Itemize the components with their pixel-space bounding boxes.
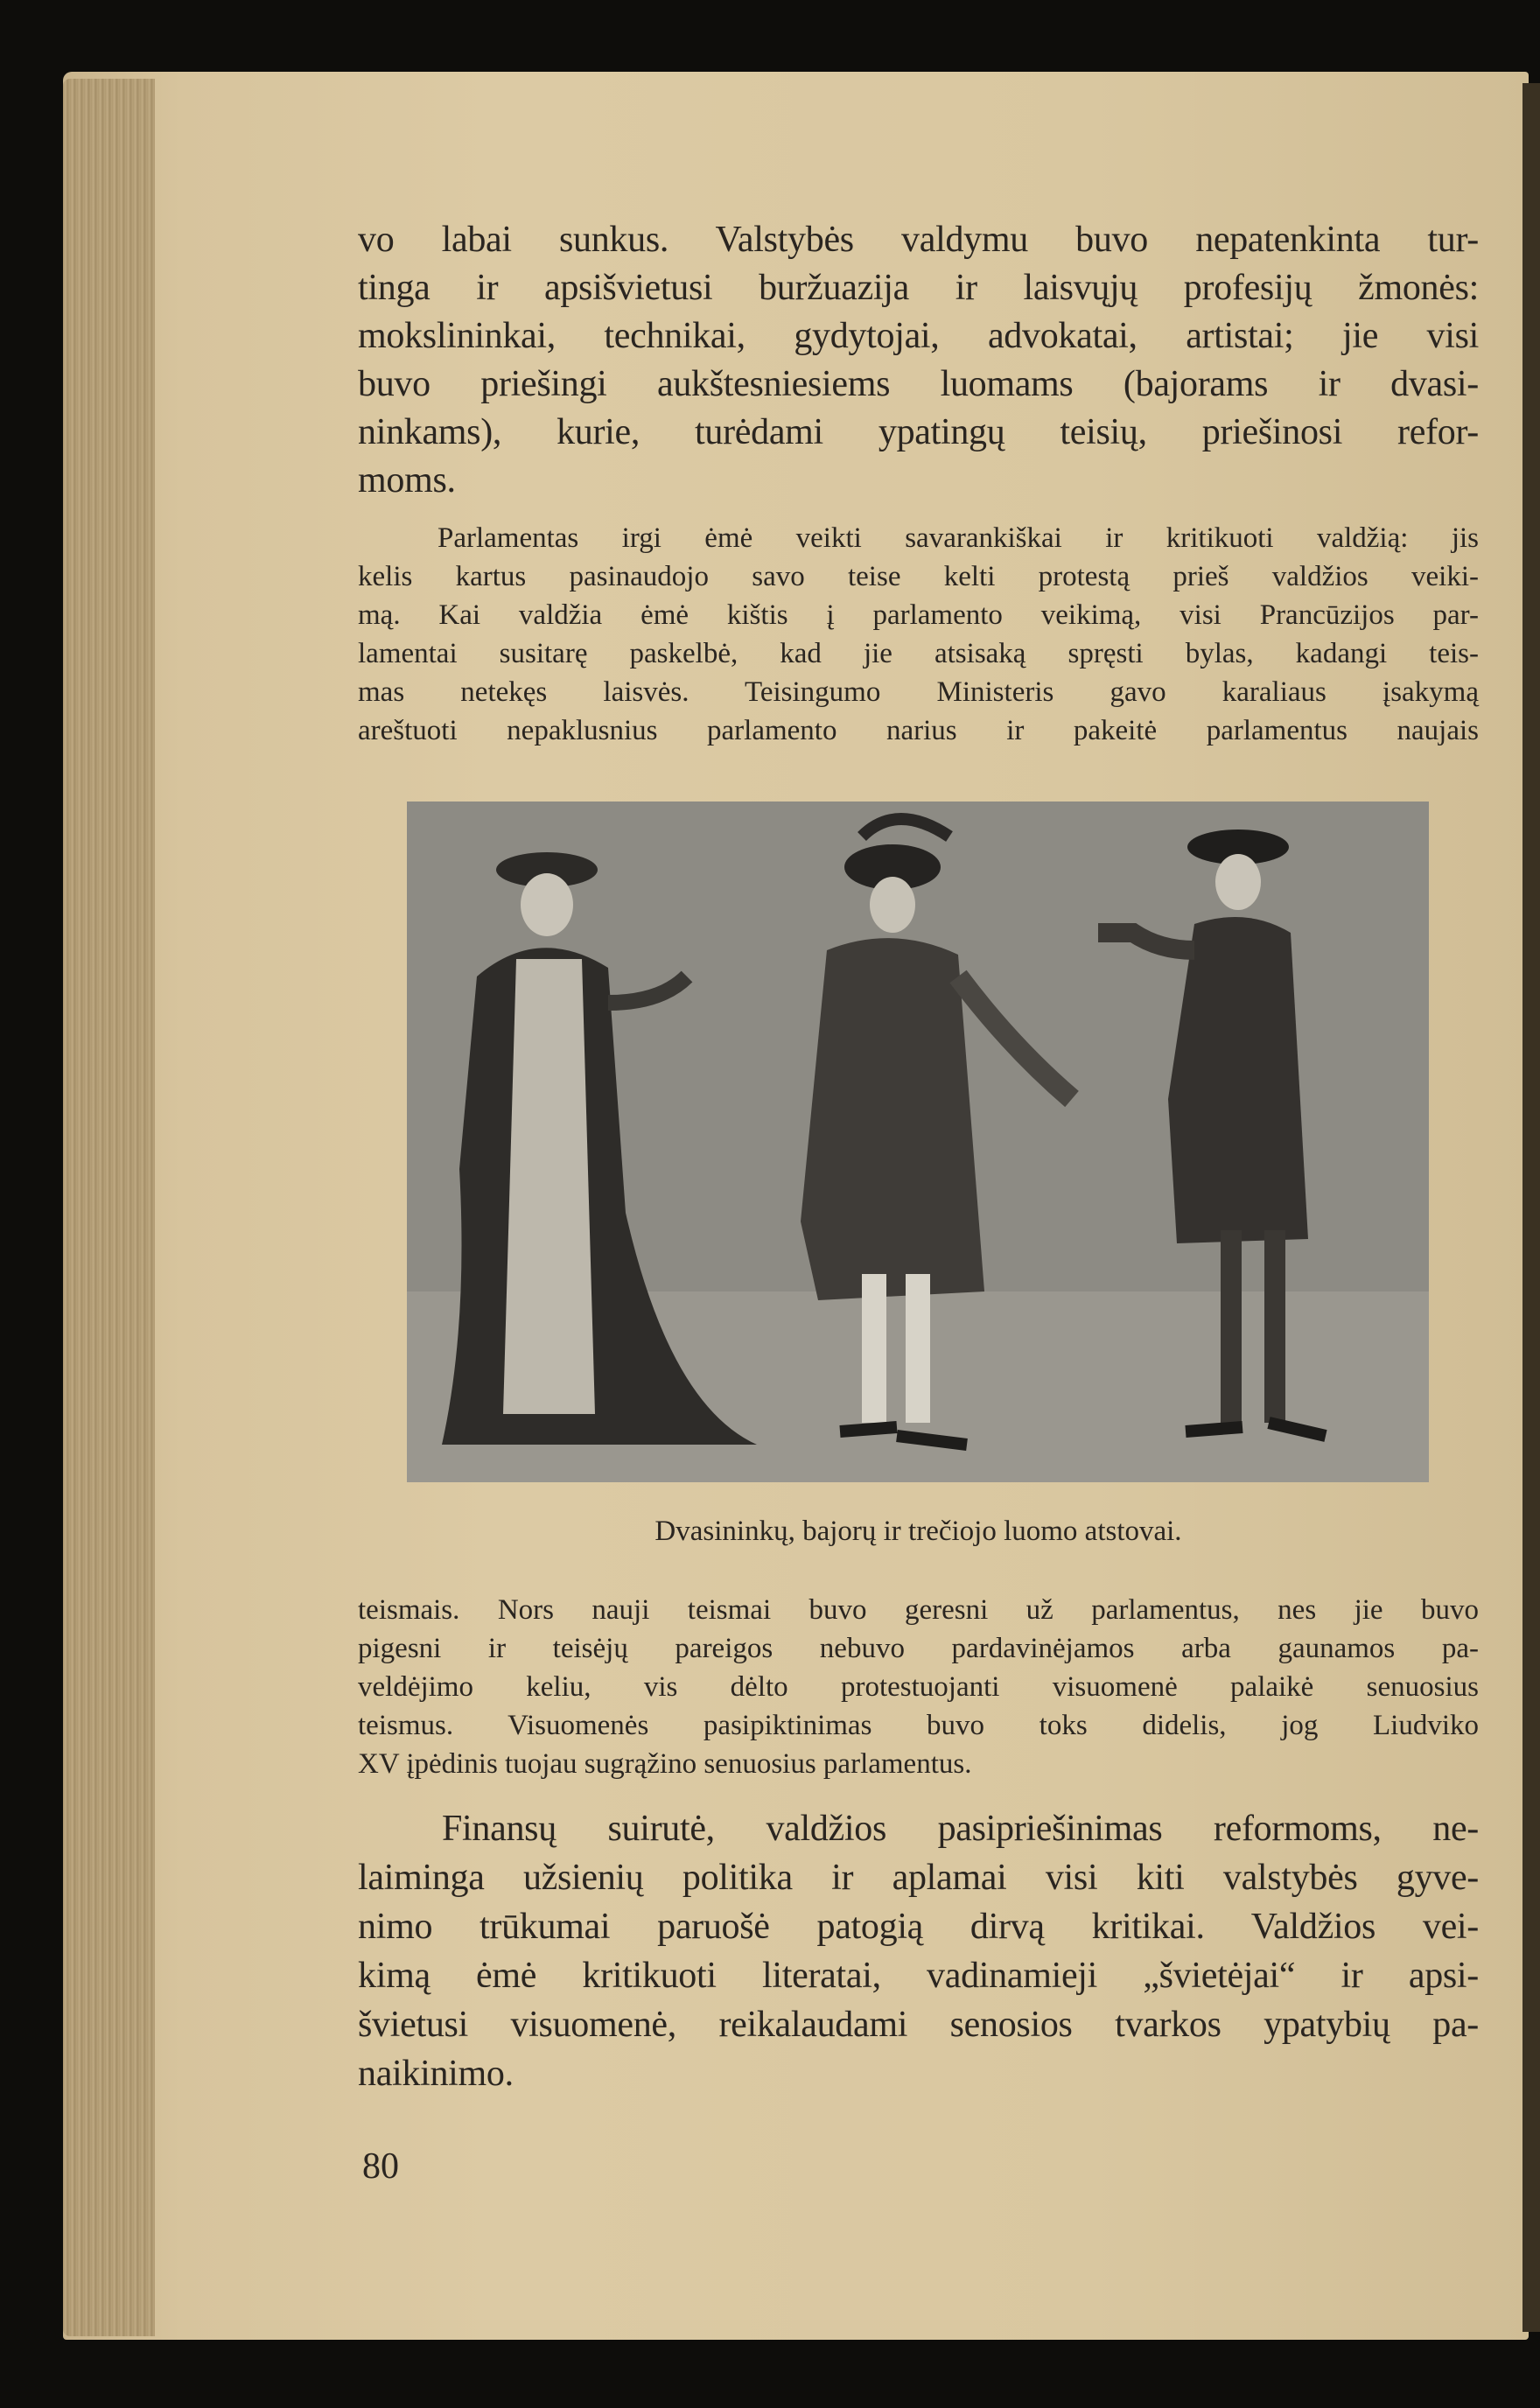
text-line: Parlamentas irgi ėmė veikti savarankiškai ir kritikuoti valdžią: jis — [438, 522, 1479, 554]
text-line: nimo trūkumai paruošė patogią dirvą kritikai. Valdžios vei- — [358, 1907, 1479, 1947]
page-edges — [63, 79, 155, 2336]
text-line: teismus. Visuomenės pasipiktinimas buvo toks didelis, jog Liudviko — [358, 1710, 1479, 1741]
text-line: kimą ėmė kritikuoti literatai, vadinamieji „švietėjai“ ir apsi- — [358, 1956, 1479, 1996]
text-line: mą. Kai valdžia ėmė kištis į parlamento veikimą, visi Prancūzijos par- — [358, 599, 1479, 631]
text-line: naikinimo. — [358, 2054, 514, 2094]
text-line: veldėjimo keliu, vis dėlto protestuojanti visuomenė palaikė senuosius — [358, 1671, 1479, 1703]
text-line: Finansų suirutė, valdžios pasipriešinimas reformoms, ne- — [442, 1809, 1479, 1849]
text-line: kelis kartus pasinaudojo savo teise kelti protestą prieš valdžios veiki- — [358, 561, 1479, 592]
text-line: tinga ir apsišvietusi buržuazija ir laisvųjų profesijų žmonės: — [358, 268, 1479, 308]
text-line: areštuoti nepaklusnius parlamento narius ir pakeitė parlamentus naujais — [358, 715, 1479, 746]
illustration-three-estates — [407, 802, 1429, 1482]
figure-caption: Dvasininkų, bajorų ir trečiojo luomo atstovai. — [654, 1516, 1182, 1547]
page-number: 80 — [362, 2146, 399, 2187]
illustration-figures — [407, 802, 1429, 1482]
text-line: pigesni ir teisėjų pareigos nebuvo pardavinėjamos arba gaunamos pa- — [358, 1633, 1479, 1664]
right-page-edge — [1522, 83, 1540, 2332]
text-line: buvo priešingi aukštesniesiems luomams (bajorams ir dvasi- — [358, 364, 1479, 404]
text-line: XV įpėdinis tuojau sugrąžino senuosius parlamentus. — [358, 1748, 972, 1780]
text-line: mas netekęs laisvės. Teisingumo Ministeris gavo karaliaus įsakymą — [358, 676, 1479, 708]
text-line: vo labai sunkus. Valstybės valdymu buvo nepatenkinta tur- — [358, 220, 1479, 260]
text-line: ninkams), kurie, turėdami ypatingų teisių, priešinosi refor- — [358, 412, 1479, 452]
text-line: švietusi visuomenė, reikalaudami senosios tvarkos ypatybių pa- — [358, 2005, 1479, 2045]
text-line: teismais. Nors nauji teismai buvo geresni už parlamentus, nes jie buvo — [358, 1594, 1479, 1626]
text-line: mokslininkai, technikai, gydytojai, advokatai, artistai; jie visi — [358, 316, 1479, 356]
text-line: moms. — [358, 460, 456, 500]
text-line: lamentai susitarę paskelbė, kad jie atsisaką spręsti bylas, kadangi teis- — [358, 638, 1479, 669]
text-line: laiminga užsienių politika ir aplamai visi kiti valstybės gyve- — [358, 1858, 1479, 1898]
